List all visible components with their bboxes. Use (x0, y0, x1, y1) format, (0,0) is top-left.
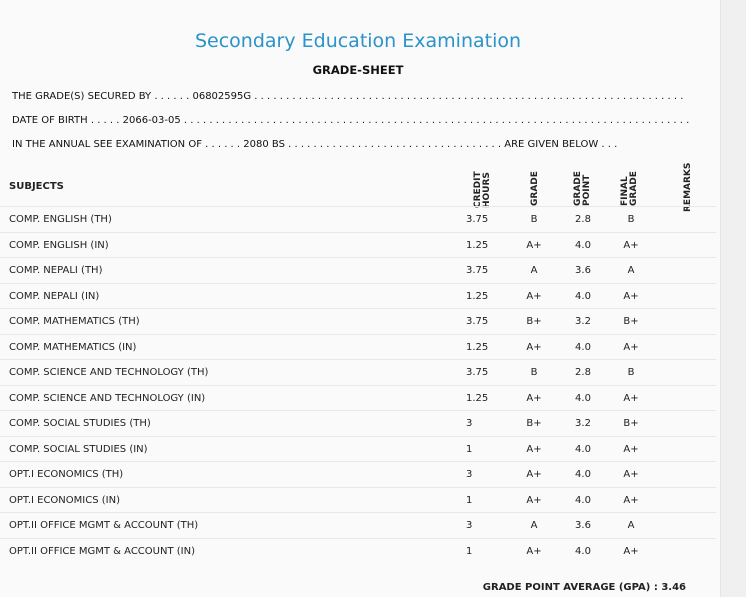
grade-point-cell: 4.0 (575, 443, 591, 455)
credit-hours-cell: 3 (466, 418, 473, 429)
table-row (0, 308, 716, 334)
grade-cell: A+ (526, 443, 542, 455)
grade-point-cell: 4.0 (575, 392, 591, 404)
final-grade-cell: A+ (623, 469, 639, 480)
subject-cell: COMP. ENGLISH (IN) (9, 239, 109, 251)
grade-point-cell: 3.6 (575, 520, 591, 531)
final-grade-cell: A+ (623, 443, 639, 455)
table-row (0, 385, 716, 411)
header-grade-point: GRADE POINT (573, 171, 592, 206)
grade-point-cell: 4.0 (575, 290, 591, 302)
date-of-birth-line: DATE OF BIRTH . . . . . 2066-03-05 . . . . . . . . . . . . . . . . . . . . . . . . . . . . . . . . . . . . . . . . . . . . . . . . . . . . . . . . . . . . . . . . . . . . . . . . . . . . . . . . (12, 115, 690, 126)
grade-cell: A+ (526, 494, 542, 506)
table-row (0, 257, 716, 283)
final-grade-cell: A+ (623, 239, 639, 251)
grade-secured-by-line: THE GRADE(S) SECURED BY . . . . . . 06802595G . . . . . . . . . . . . . . . . . . . . . . . . . . . . . . . . . . . . . . . . . . . . . . . . . . . . . . . . . . . . . . . . . . . . (12, 91, 684, 102)
final-grade-cell: A+ (623, 290, 639, 302)
subject-cell: COMP. SOCIAL STUDIES (TH) (9, 418, 151, 429)
credit-hours-cell: 3.75 (466, 316, 489, 327)
credit-hours-cell: 3 (466, 520, 473, 531)
header-remarks: REMARKS (683, 162, 693, 212)
subject-cell: COMP. SCIENCE AND TECHNOLOGY (IN) (9, 392, 206, 404)
credit-hours-cell: 3.75 (466, 367, 489, 378)
subject-cell: COMP. SOCIAL STUDIES (IN) (9, 443, 148, 455)
credit-hours-cell: 3.75 (466, 214, 489, 225)
subject-cell: COMP. NEPALI (IN) (9, 290, 100, 302)
credit-hours-cell: 1.25 (466, 239, 489, 251)
final-grade-cell: B+ (623, 418, 639, 429)
grade-cell: B+ (526, 316, 542, 327)
grade-cell: A+ (526, 341, 542, 353)
credit-hours-cell: 1.25 (466, 392, 489, 404)
grade-cell: A+ (526, 392, 542, 404)
table-row (0, 206, 716, 232)
subject-cell: COMP. MATHEMATICS (TH) (9, 316, 140, 327)
exam-line: IN THE ANNUAL SEE EXAMINATION OF . . . . . . 2080 BS . . . . . . . . . . . . . . . . . . . . . . . . . . . . . . . . . . ARE GIVEN BELOW . . . (12, 139, 618, 150)
final-grade-cell: B+ (623, 316, 639, 327)
right-margin (721, 0, 746, 597)
grade-point-cell: 4.0 (575, 469, 591, 480)
table-row (0, 359, 716, 385)
grade-point-cell: 2.8 (575, 367, 591, 378)
final-grade-cell: A (627, 520, 635, 531)
grade-point-cell: 4.0 (575, 341, 591, 353)
subject-cell: OPT.II OFFICE MGMT & ACCOUNT (TH) (9, 520, 199, 531)
header-final-grade: FINAL GRADE (620, 171, 639, 206)
grade-cell: B (530, 367, 538, 378)
subject-cell: OPT.I ECONOMICS (TH) (9, 469, 124, 480)
table-row (0, 461, 716, 487)
grade-cell: A+ (526, 239, 542, 251)
grade-cell: B+ (526, 418, 542, 429)
grade-cell: A+ (526, 469, 542, 480)
page-title: Secondary Education Examination (194, 30, 522, 52)
table-row (0, 436, 716, 462)
credit-hours-cell: 3.75 (466, 265, 489, 276)
grade-point-cell: 4.0 (575, 494, 591, 506)
final-grade-cell: A (627, 265, 635, 276)
credit-hours-cell: 1.25 (466, 290, 489, 302)
final-grade-cell: A+ (623, 545, 639, 557)
final-grade-cell: B (627, 367, 635, 378)
credit-hours-cell: 1 (466, 494, 473, 506)
table-row (0, 487, 716, 513)
credit-hours-cell: 3 (466, 469, 473, 480)
table-row (0, 512, 716, 538)
final-grade-cell: A+ (623, 341, 639, 353)
grade-point-cell: 4.0 (575, 545, 591, 557)
header-subjects: SUBJECTS (9, 181, 64, 192)
grade-cell: A+ (526, 545, 542, 557)
credit-hours-cell: 1 (466, 545, 473, 557)
table-row (0, 334, 716, 360)
table-row (0, 538, 716, 564)
subject-cell: COMP. MATHEMATICS (IN) (9, 341, 137, 353)
table-row (0, 232, 716, 258)
subject-cell: OPT.II OFFICE MGMT & ACCOUNT (IN) (9, 545, 195, 557)
header-credit-hours: CREDIT HOURS (473, 171, 492, 208)
grade-cell: A (530, 520, 538, 531)
final-grade-cell: B (627, 214, 635, 225)
subject-cell: COMP. SCIENCE AND TECHNOLOGY (TH) (9, 367, 209, 378)
table-row (0, 410, 716, 436)
grade-point-cell: 3.6 (575, 265, 591, 276)
gpa-summary: GRADE POINT AVERAGE (GPA) : 3.46 (482, 582, 686, 593)
subject-cell: COMP. NEPALI (TH) (9, 265, 103, 276)
final-grade-cell: A+ (623, 494, 639, 506)
final-grade-cell: A+ (623, 392, 639, 404)
credit-hours-cell: 1.25 (466, 341, 489, 353)
grade-cell: A+ (526, 290, 542, 302)
subject-cell: OPT.I ECONOMICS (IN) (9, 494, 120, 506)
header-grade: GRADE (530, 171, 540, 206)
table-row (0, 283, 716, 309)
grade-cell: A (530, 265, 538, 276)
grade-cell: B (530, 214, 538, 225)
grade-point-cell: 3.2 (575, 418, 591, 429)
grade-point-cell: 3.2 (575, 316, 591, 327)
credit-hours-cell: 1 (466, 443, 473, 455)
grade-point-cell: 4.0 (575, 239, 591, 251)
subject-cell: COMP. ENGLISH (TH) (9, 214, 112, 225)
sheet-subtitle: GRADE-SHEET (312, 63, 404, 77)
grade-point-cell: 2.8 (575, 214, 591, 225)
